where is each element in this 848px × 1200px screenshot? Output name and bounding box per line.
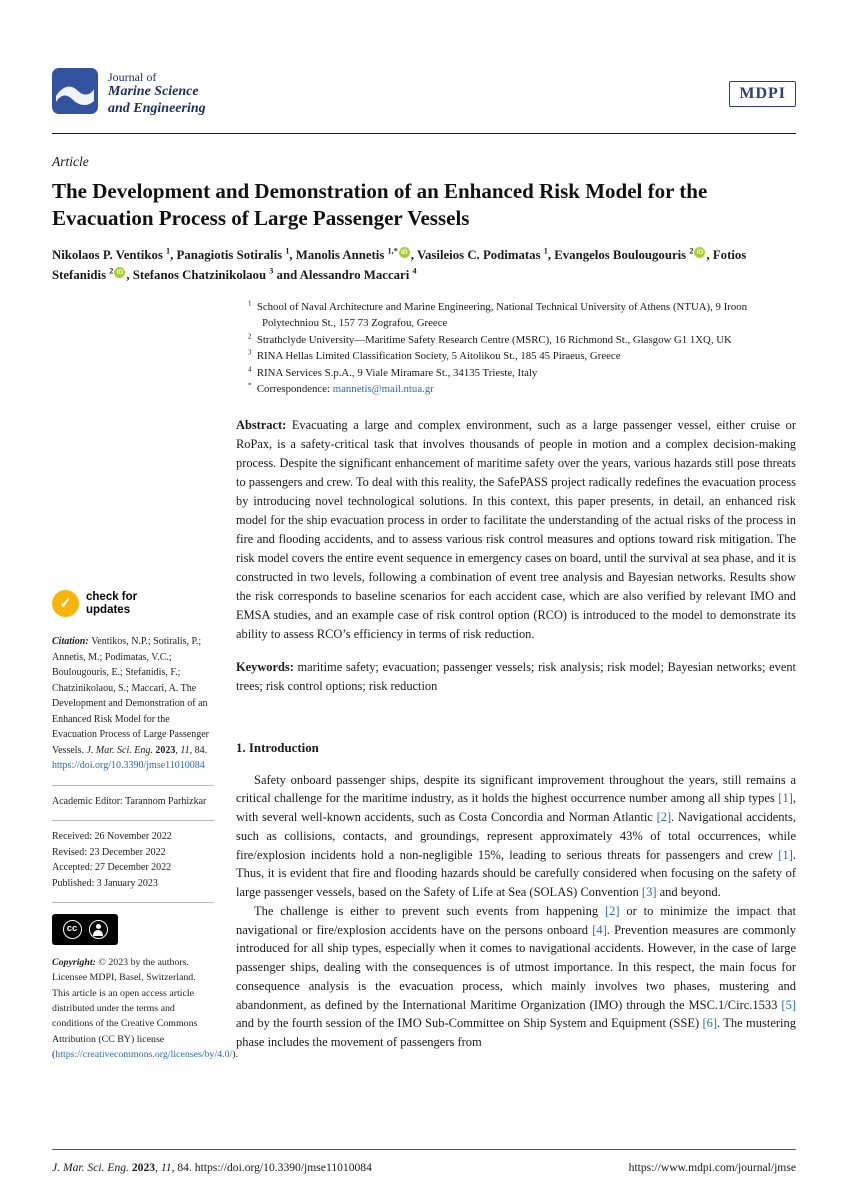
left-sidebar — [52, 590, 239, 1073]
page-footer — [52, 1149, 796, 1174]
journal-header — [0, 0, 848, 119]
mdpi-logo[interactable]: MDPI — [729, 81, 796, 107]
orcid-icon[interactable]: iD — [694, 247, 705, 258]
main-text — [236, 739, 796, 1052]
check-badge-text — [86, 591, 137, 617]
ref-link-2b[interactable]: [2] — [604, 903, 620, 918]
footer-citation: J. Mar. Sci. Eng. 2023, 11, 84. https://doi.org/10.3390/jmse11010084 — [52, 1161, 372, 1174]
keywords: Keywords: maritime safety; evacuation; passenger vessels; risk analysis; risk model; Bayesian networks; event trees; risk control options; risk reduction — [236, 660, 796, 693]
cc-license-link[interactable]: https://creativecommons.org/licenses/by/4.0/ — [55, 1049, 233, 1061]
ref-link-1b[interactable]: [1] — [778, 847, 793, 862]
citation-block: Citation: Ventikos, N.P.; Sotiralis, P.; Annetis, M.; Podimatas, V.C.; Boulougouris, E.; Stefanidis, F.; Chatzinikolaou, S.; Maccari, A. The Development and Demonstration of an Enhanced Risk Model for the Evacuation Process of Large Passenger Vessels. J. Mar. Sci. Eng. 2023, 11, 84. https://doi.org/10.3390/jmse11010084 — [52, 636, 209, 771]
author-line: Nikolaos P. Ventikos $^1$, Panagiotis Sotiralis $^1$, Manolis Annetis $^{1,*}$ iD , Vasileios C. Podimatas $^1$, Evangelos Boulougouris $^2$ iD , Fotios Stefanidis $^2$ iD , Stefanos Chatzinikolaou $^3$ and Alessandro Maccari $^4$ — [52, 247, 747, 283]
cc-by-person-icon — [89, 920, 108, 939]
ref-link-6[interactable]: [6] — [702, 1016, 718, 1031]
affiliation-1: $^1$ School of Naval Architecture and Marine Engineering, National Technical University of Athens (NTUA), 9 Iroon Polytechniou St., 157 73 Zografou, Greece — [248, 300, 748, 330]
accepted-date: Accepted: 27 December 2022 — [52, 862, 172, 873]
license-block — [52, 902, 239, 1062]
footer-divider — [52, 1149, 796, 1150]
intro-paragraph-1: Safety onboard passenger ships, despite its significant improvement throughout the years, still remains a critical challenge for the maritime industry, as it holds the highest occurrence number among all ship types [1], with several well-known accidents, such as Costa Concordia and Norman Atlantic [2]. Navigational accidents, such as collisions, contacts, and groundings, represent approximately 43% of total occurrences, while fire/explosion incidents hold a non-negligible 15%, leading to serious threats for passengers and crew [1]. Thus, it is evident that fire and flooding hazards should be carefully considered when focusing on the safety of large passenger vessels, based on the Safety of Life at Sea (SOLAS) Convention [3] and beyond. — [236, 772, 796, 900]
abstract: Abstract: Evacuating a large and complex environment, such as a large passenger vessel, either cruise or RoPax, is a safety-critical task that involves thousands of people in motion and a complex decision-making process. Despite the significant enhancement of maritime safety over the years, various hazards still pose threats to passengers and crew. To deal with this reality, the SafePASS project radically redefines the evacuation process by introducing novel technological solutions. In this context, this paper presents, in detail, an enhanced risk model for the ship evacuation process in order to facilitate the understanding of the actual risks of the process in fire and flooding accidents, and to assess various risk control measures and options toward risk mitigation. The risk model covers the entire event sequence in emergency cases on board, until the survival at sea phase, and it is constructed in two levels, following a combination of event tree analysis and Bayesian networks. Results show the risk corresponds to baseline scenarios for each accident case, which are also verified by relevant IMO and EMSA studies, and an example case of risk control option (RCO) is introduced to the model to demonstrate its ability to assess RCO’s efficiency in terms of risk reduction. — [236, 418, 796, 642]
crossmark-check-icon: ✓ — [52, 590, 79, 617]
affiliation-4: $^4$ RINA Services S.p.A., 9 Viale Miramare St., 34135 Trieste, Italy — [248, 366, 538, 379]
affiliation-3: $^3$ RINA Hellas Limited Classification Society, 5 Aitolikou St., 185 45 Piraeus, Greece — [248, 349, 621, 363]
affiliation-2: $^2$ Strathclyde University—Maritime Safety Research Centre (MSRC), 16 Richmond St., Glasgow G1 1XQ, UK — [248, 333, 732, 346]
orcid-icon[interactable]: iD — [399, 247, 410, 258]
ref-link-1[interactable]: [1] — [778, 791, 793, 806]
dates-block — [52, 820, 214, 891]
published-date: Published: 3 January 2023 — [52, 877, 158, 889]
ref-link-3[interactable]: [3] — [641, 885, 657, 900]
header-divider — [52, 133, 796, 134]
doi-link[interactable]: https://doi.org/10.3390/jmse11010084 — [52, 760, 205, 771]
ref-link-2[interactable]: [2] — [656, 810, 672, 825]
intro-paragraph-2: The challenge is either to prevent such events from happening [2] or to minimize the impact that navigational or fire/explosion accidents have on the persons onboard [4]. Prevention measures are commonly introduced for all ship types, especially when it comes to navigational accidents. However, in the case of large passenger ships, dealing with the consequences is of utmost importance. In this respect, the main focus for consequence analysis is the evacuation process, which mainly involves two phases, mustering and abandonment, as defined by the International Maritime Organization (IMO) through the MSC.1/Circ.1533 [5] and by the fourth session of the IMO Sub-Committee on Ship System and Equipment (SSE) [6]. The mustering phase includes the movement of passengers from — [236, 903, 796, 1050]
cc-icon: cc — [63, 920, 82, 939]
orcid-icon[interactable]: iD — [114, 267, 125, 278]
check-badge-line2: updates — [86, 603, 131, 616]
correspondence-line: * Correspondence: mannetis@mail.ntua.gr — [248, 382, 434, 395]
journal-name-line3: and Engineering — [108, 100, 206, 116]
article-type-label: Article — [52, 154, 89, 169]
ref-link-5[interactable]: [5] — [781, 997, 796, 1012]
journal-logo-wave-icon — [52, 68, 98, 119]
journal-logo-text — [108, 70, 206, 117]
check-for-updates-badge[interactable] — [52, 590, 214, 617]
received-date: Received: 26 November 2022 — [52, 831, 172, 842]
email-link[interactable]: mannetis@mail.ntua.gr — [332, 383, 434, 395]
ref-link-4[interactable]: [4] — [592, 922, 607, 937]
article-title: The Development and Demonstration of an Enhanced Risk Model for the Evacuation Process of Large Passenger Vessels — [52, 179, 708, 230]
section-heading-introduction: 1. Introduction — [236, 741, 319, 756]
cc-by-badge[interactable] — [52, 914, 118, 945]
footer-journal-url[interactable]: https://www.mdpi.com/journal/jmse — [628, 1161, 796, 1174]
academic-editor-block: Academic Editor: Tarannom Parhizkar — [52, 785, 214, 810]
copyright-notice: Copyright: © 2023 by the authors. Licensee MDPI, Basel, Switzerland. This article is an open access article distributed under the terms and conditions of the Creative Commons Attribution (CC BY) license (https://creativecommons.org/licenses/by/4.0/). — [52, 957, 239, 1061]
journal-name-line1: Journal of — [108, 69, 157, 84]
check-badge-line1: check for — [86, 590, 138, 603]
revised-date: Revised: 23 December 2022 — [52, 846, 166, 858]
affiliations — [248, 299, 796, 397]
journal-name-line2: Marine Science — [108, 84, 199, 100]
journal-logo[interactable] — [52, 68, 206, 119]
